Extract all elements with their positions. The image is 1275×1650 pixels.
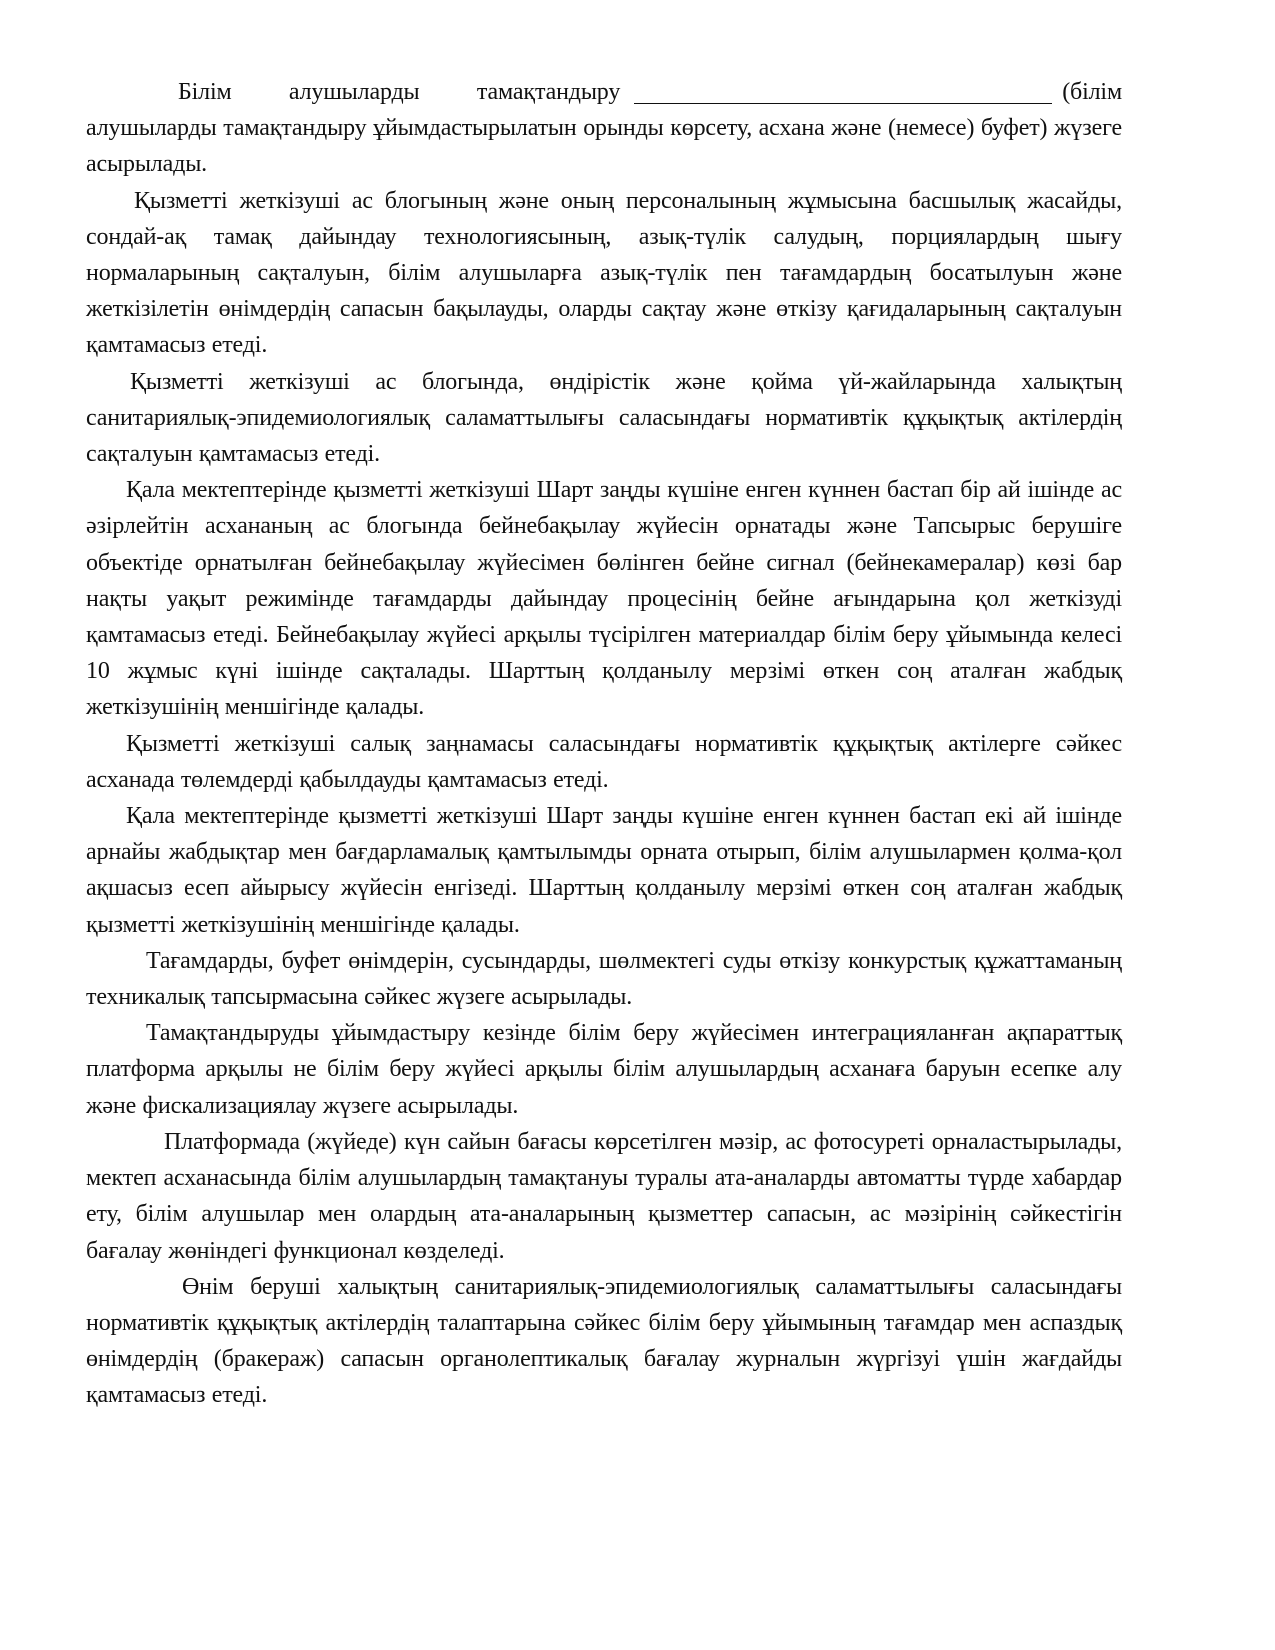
paragraph-platform-menu: Платформада (жүйеде) күн сайын бағасы көрсетілген мәзір, ас фотосуреті орналастырылады, мектеп асханасында білім алушылардың тамақтануы туралы ата-аналарды автоматты түрде хабардар ету, білім алушылар мен олардың ата-аналарының қызметтер сапасын, ас мәзірінің сәйкестігін бағалау жөніндегі функционал көзделеді. [86,1128,1122,1264]
paragraph-catering-location [86,74,1122,183]
paragraph-product-sales: Тағамдарды, буфет өнімдерін, сусындарды, шөлмектегі суды өткізу конкурстық құжаттаманың техникалық тапсырмасына сәйкес жүзеге асырылады. [86,947,1122,1011]
paragraph-quality-journal: Өнім беруші халықтың санитариялық-эпидемиологиялық саламаттылығы саласындағы нормативтік құқықтық актілердің талаптарына сәйкес білім беру ұйымының тағамдар мен аспаздық өнімдердің (бракераж) сапасын органолептикалық бағалау журналын жүргізуі үшін жағдайды қамтамасыз етеді. [86,1273,1122,1409]
catering-location-blank-field[interactable] [634,81,1052,104]
document-page [86,74,1122,1414]
paragraph-food-block-management: Қызметті жеткізуші ас блогының және оның персоналының жұмысына басшылық жасайды, сондай-ақ тамақ дайындау технологиясының, азық-түлік салудың, порциялардың шығу нормаларының сақталуын, білім алушыларға азық-түлік пен тағамдардың босатылуын және жеткізілетін өнімдердің сапасын бақылауды, оларды сақтау және өткізу қағидаларының сақталуын қамтамасыз етеді. [86,187,1122,359]
paragraph-video-surveillance: Қала мектептерінде қызметті жеткізуші Шарт заңды күшіне енген күннен бастап бір ай ішінде ас әзірлейтін асхананың ас блогында бейнебақылау жүйесін орнатады және Тапсырыс берушіге объектіде орнатылған бейнебақылау жүйесімен бөлінген бейне сигнал (бейнекамералар) көзі бар нақты уақыт режимінде тағамдарды дайындау процесінің бейне ағындарына қол жеткізуді қамтамасыз етеді. Бейнебақылау жүйесі арқылы түсірілген материалдар білім беру ұйымында келесі 10 жұмыс күні ішінде сақталады. Шарттың қолданылу мерзімі өткен соң аталған жабдық жеткізушінің меншігінде қалады. [86,477,1122,721]
paragraph-sanitary-compliance: Қызметті жеткізуші ас блогында, өндірістік және қойма үй-жайларында халықтың санитариялық-эпидемиологиялық саламаттылығы саласындағы нормативтік құқықтық актілердің сақталуын қамтамасыз етеді. [86,368,1122,468]
paragraph-cashless-system: Қала мектептерінде қызметті жеткізуші Шарт заңды күшіне енген күннен бастап екі ай ішінде арнайы жабдықтар мен бағдарламалық қамтылымды орната отырып, білім алушылармен қолма-қол ақшасыз есеп айырысу жүйесін енгізеді. Шарттың қолданылу мерзімі өткен соң аталған жабдық қызметті жеткізушінің меншігінде қалады. [86,803,1122,938]
paragraph-text-tail: (білім алушыларды тамақтандыру ұйымдастырылатын орынды көрсету, асхана және (немесе) буфет) жүзеге асырылады. [86,79,1122,178]
paragraph-text-lead: Білім алушыларды тамақтандыру [178,79,621,105]
paragraph-attendance-fiscalization: Тамақтандыруды ұйымдастыру кезінде білім беру жүйесімен интеграцияланған ақпараттық платформа арқылы не білім беру жүйесі арқылы білім алушылардың асханаға баруын есепке алу және фискализациялау жүзеге асырылады. [86,1020,1122,1119]
paragraph-payment-acceptance: Қызметті жеткізуші салық заңнамасы саласындағы нормативтік құқықтық актілерге сәйкес асханада төлемдерді қабылдауды қамтамасыз етеді. [86,730,1122,793]
